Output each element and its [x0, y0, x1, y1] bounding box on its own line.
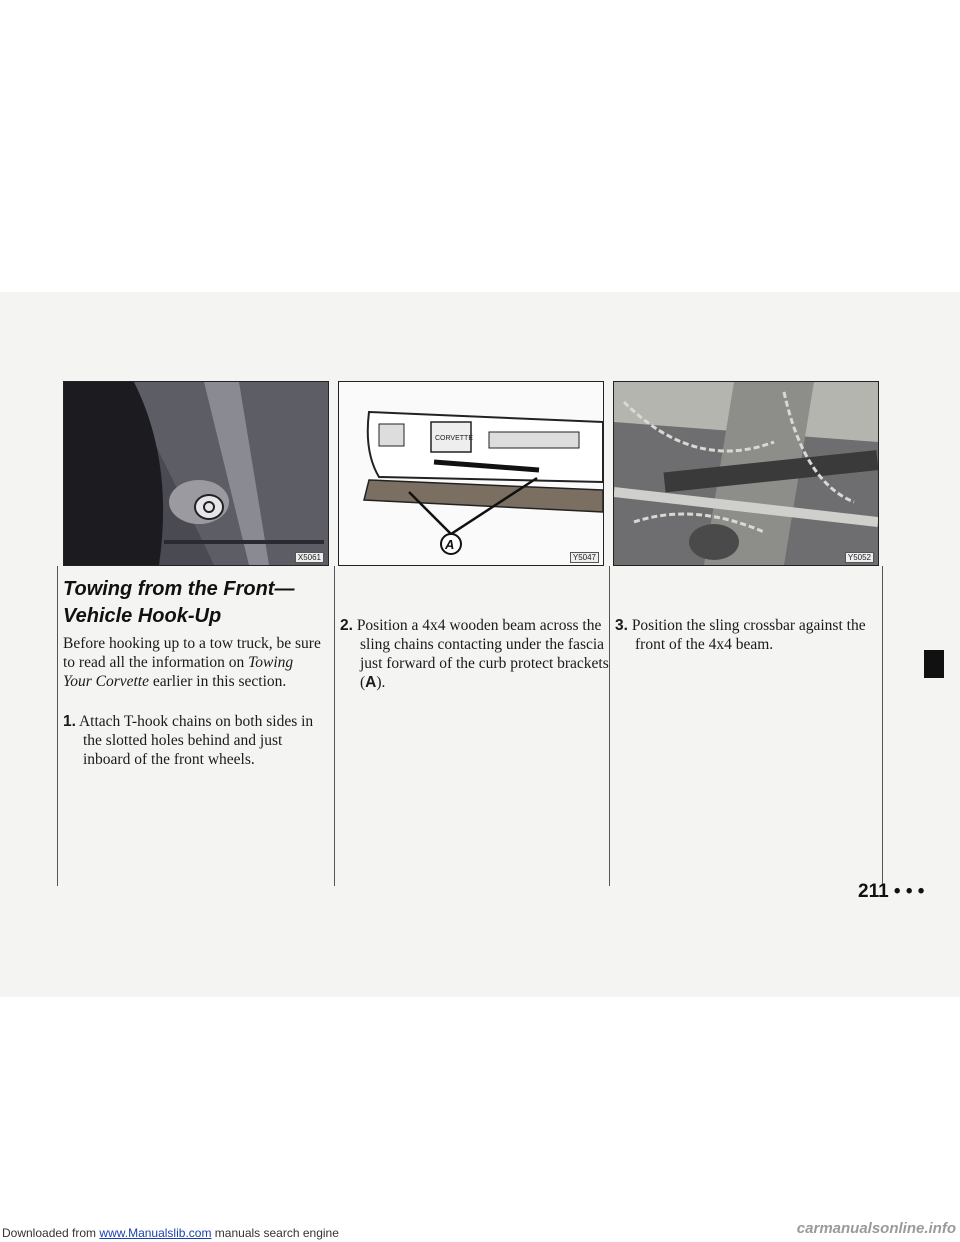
column-rule: [334, 566, 335, 886]
figure-code: Y5047: [570, 552, 599, 563]
corvette-badge: CORVETTE: [435, 435, 473, 442]
column-rule: [882, 566, 883, 886]
step-3: 3. Position the sling crossbar against the front of the 4x4 beam.: [615, 617, 866, 653]
wheel-well-illustration: [64, 382, 328, 565]
manualslib-link[interactable]: www.Manualslib.com: [99, 1226, 212, 1240]
figure-code: X5061: [295, 552, 324, 563]
figure-front-wheel-well: [63, 381, 329, 566]
download-footer: Downloaded from www.Manualslib.com manuals search engine: [2, 1226, 339, 1240]
figure-sling-crossbar: [613, 381, 879, 566]
figure-code: Y5052: [845, 552, 874, 563]
top-margin: [0, 0, 960, 292]
step-1: 1. Attach T-hook chains on both sides in the slotted holes behind and just inboard of the front wheels.: [63, 713, 314, 768]
sling-illustration: [614, 382, 878, 565]
callout-a-label: A: [445, 537, 455, 552]
section-tab-marker: [924, 650, 944, 678]
page-number: 211 • • •: [858, 881, 925, 902]
step-2: 2. Position a 4x4 wooden beam across the sling chains contacting under the fascia just forward of the curb protect brackets (A).: [340, 617, 609, 691]
intro-paragraph: Before hooking up to a tow truck, be sure to read all the information on Towing Your Corvette earlier in this section.: [63, 635, 321, 690]
column-rule: [609, 566, 610, 886]
column-rule: [57, 566, 58, 886]
beam-illustration: [339, 382, 603, 565]
figure-wooden-beam: [338, 381, 604, 566]
section-heading: Towing from the Front— Vehicle Hook-Up: [63, 578, 295, 627]
watermark: carmanualsonline.info: [796, 1220, 956, 1237]
